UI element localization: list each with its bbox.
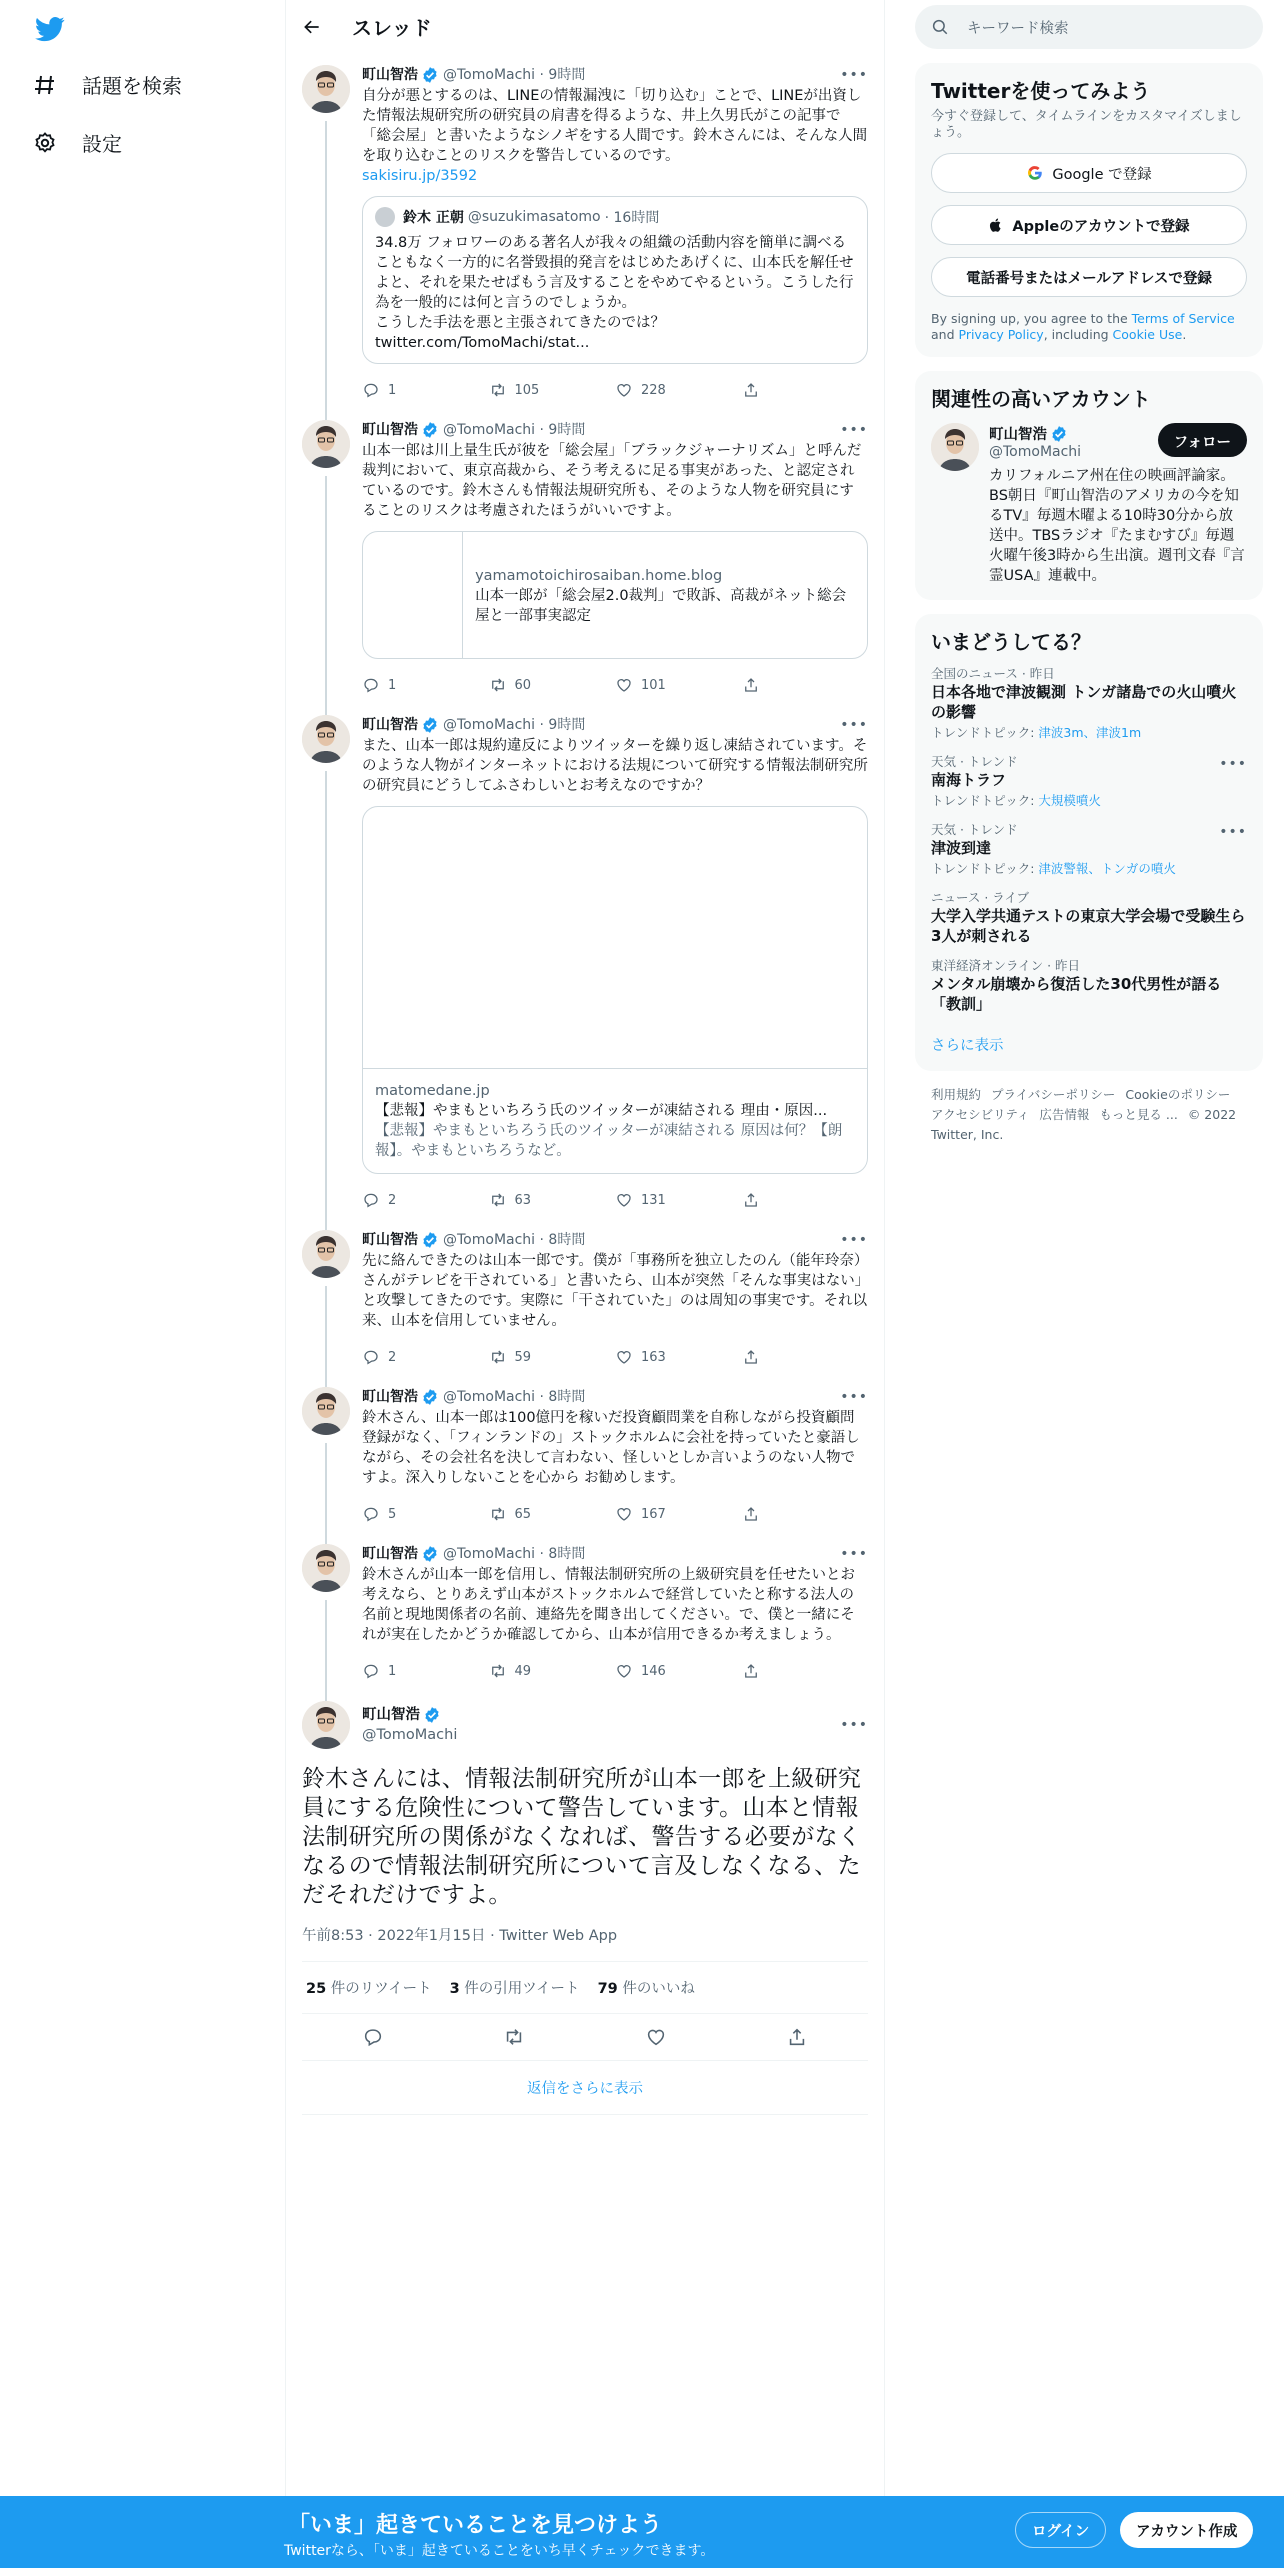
- quoted-time: · 16時間: [604, 210, 660, 226]
- verified-badge-icon: [421, 1388, 439, 1406]
- apple-signup-button[interactable]: Appleのアカウントで登録: [931, 205, 1247, 245]
- card-thumbnail: [363, 532, 463, 658]
- author-handle[interactable]: @TomoMachi: [443, 67, 536, 83]
- more-icon[interactable]: •••: [1219, 756, 1247, 772]
- avatar[interactable]: [931, 423, 979, 471]
- tweet-actions: [362, 1182, 868, 1218]
- tweet[interactable]: [286, 1532, 884, 1689]
- link-card[interactable]: [362, 806, 868, 1174]
- signup-panel: [915, 63, 1263, 357]
- card-title: 山本一郎が「総会屋2.0裁判」で敗訴、高裁がネット総会屋と一部事実認定: [475, 588, 847, 624]
- author-handle[interactable]: @TomoMachi: [443, 1389, 536, 1405]
- reply-button[interactable]: 5: [362, 1505, 489, 1523]
- google-icon: [1026, 164, 1044, 182]
- search-input[interactable]: [915, 5, 1263, 49]
- trend-item[interactable]: [931, 946, 1247, 1014]
- trend-category: 全国のニュース · 昨日: [931, 666, 1055, 681]
- reply-button[interactable]: 1: [362, 676, 489, 694]
- related-accounts-panel: [915, 371, 1263, 600]
- like-button[interactable]: 163: [615, 1348, 742, 1366]
- thread-line: [325, 476, 327, 715]
- trend-category: 東洋経済オンライン · 昨日: [931, 958, 1081, 973]
- author-handle[interactable]: @TomoMachi: [443, 1546, 536, 1562]
- like-button[interactable]: 228: [615, 381, 742, 399]
- retweet-count[interactable]: 25 件のリツイート: [306, 1981, 432, 1997]
- share-button[interactable]: [742, 1348, 869, 1366]
- quoted-author-name: 鈴木 正朝: [403, 210, 464, 226]
- verified-badge-icon: [421, 421, 439, 439]
- footer-link[interactable]: もっと見る ...: [1099, 1107, 1178, 1122]
- signup-fine-print: By signing up, you agree to the Terms of Service and Privacy Policy, including Cookie Use.: [931, 311, 1235, 342]
- tweet[interactable]: [286, 408, 884, 703]
- account-handle[interactable]: @TomoMachi: [989, 444, 1082, 460]
- like-button[interactable]: 167: [615, 1505, 742, 1523]
- share-icon: [742, 1662, 760, 1680]
- cookie-link[interactable]: Cookie Use: [1112, 327, 1183, 342]
- search-icon: [931, 18, 949, 36]
- share-icon: [742, 381, 760, 399]
- retweet-icon: [489, 1348, 507, 1366]
- author-name[interactable]: 町山智浩: [362, 67, 418, 83]
- like-icon: [615, 1662, 633, 1680]
- tweet-stats: [302, 1962, 868, 2014]
- twitter-logo-icon[interactable]: [32, 14, 68, 44]
- quoted-text: 34.8万 フォロワーのある著名人が我々の組織の活動内容を簡単に調べることもなく一方的に名誉毀損的発言をはじめたあげくに、山本氏を解任せよと、それを果たせばもう言及することをやめてやるという。こうした行為を一般的には何と言うのでしょうか。 こうした手法を悪と主張されてきたのでは？ twitter.com/TomoMachi/stat...: [375, 235, 854, 351]
- trend-category: ニュース · ライブ: [931, 890, 1030, 905]
- tweet-time[interactable]: · 8時間: [539, 1232, 586, 1248]
- retweet-icon: [489, 381, 507, 399]
- like-count[interactable]: 79 件のいいね: [597, 1981, 695, 1997]
- reply-icon: [362, 676, 380, 694]
- like-button[interactable]: 101: [615, 676, 742, 694]
- tweet[interactable]: [286, 1218, 884, 1375]
- verified-badge-icon: [423, 1706, 441, 1724]
- avatar: [375, 207, 395, 227]
- reply-icon: [362, 381, 380, 399]
- signup-button[interactable]: アカウント作成: [1120, 2512, 1253, 2548]
- avatar[interactable]: [302, 715, 350, 763]
- reply-icon[interactable]: [362, 2026, 384, 2048]
- show-more-replies-link[interactable]: 返信をさらに表示: [302, 2061, 868, 2115]
- nav-explore[interactable]: [32, 70, 182, 99]
- account-name[interactable]: 町山智浩: [989, 427, 1047, 443]
- like-icon: [615, 676, 633, 694]
- share-icon: [742, 676, 760, 694]
- verified-badge-icon: [421, 716, 439, 734]
- retweet-icon: [489, 1505, 507, 1523]
- tweet-text: 先に絡んできたのは山本一郎です。僕が「事務所を独立したのん（能年玲奈）さんがテレビを干されている」と書いたら、山本が突然「そんな事実はない」と攻撃してきたのです。実際に「干されていた」のは周知の事実です。それ以来、山本を信用していません。: [362, 1253, 868, 1329]
- tweet-time[interactable]: · 9時間: [539, 717, 586, 733]
- trend-item[interactable]: [931, 878, 1247, 946]
- trend-prefix: トレンドトピック:: [931, 725, 1039, 740]
- share-button[interactable]: [742, 676, 869, 694]
- share-icon: [742, 1348, 760, 1366]
- more-icon[interactable]: •••: [1219, 824, 1247, 840]
- trend-category: 天気 · トレンド: [931, 822, 1018, 837]
- quote-count[interactable]: 3 件の引用ツイート: [449, 1981, 580, 1997]
- share-button[interactable]: [742, 1505, 869, 1523]
- author-handle[interactable]: @TomoMachi: [443, 1232, 536, 1248]
- footer-link[interactable]: © 2022 Twitter, Inc.: [931, 1107, 1237, 1142]
- footer-links: [915, 1071, 1263, 1159]
- share-icon: [742, 1191, 760, 1209]
- author-name[interactable]: 町山智浩: [362, 1707, 420, 1723]
- reply-icon: [362, 1505, 380, 1523]
- trends-title: いまどうしてる？: [931, 630, 1091, 654]
- avatar[interactable]: [302, 1230, 350, 1278]
- retweet-button[interactable]: 60: [489, 676, 616, 694]
- footer-link[interactable]: Cookieのポリシー: [1125, 1087, 1231, 1102]
- show-more-trends-link[interactable]: さらに表示: [931, 1038, 1004, 1054]
- card-image: [363, 807, 867, 1069]
- reply-button[interactable]: 1: [362, 381, 489, 399]
- avatar[interactable]: [302, 1387, 350, 1435]
- more-icon[interactable]: •••: [840, 67, 868, 83]
- footer-link[interactable]: アクセシビリティ: [931, 1107, 1030, 1122]
- back-arrow-icon[interactable]: [302, 17, 322, 37]
- thread-line: [325, 1286, 327, 1387]
- more-icon[interactable]: •••: [840, 1389, 868, 1405]
- trend-topics-link[interactable]: 大規模噴火: [1038, 793, 1101, 808]
- reply-button[interactable]: 2: [362, 1348, 489, 1366]
- trends-panel: [915, 614, 1263, 1071]
- tweet-time[interactable]: · 8時間: [539, 1389, 586, 1405]
- like-icon: [615, 1348, 633, 1366]
- share-button[interactable]: [742, 381, 869, 399]
- tweet-actions: [362, 1653, 868, 1689]
- tweet-text: 自分が悪とするのは、LINEの情報漏洩に「切り込む」ことで、LINEが出資した情報法規研究所の研究員の肩書を得るような、井上久男氏がこの記事で「総会屋」と書いたようなシノギをする人間です。鈴木さんには、そんな人間を取り込むことのリスクを警告しているのです。: [362, 88, 868, 164]
- reply-button[interactable]: 1: [362, 1662, 489, 1680]
- reply-icon: [362, 1662, 380, 1680]
- trend-prefix: トレンドトピック:: [931, 861, 1039, 876]
- trend-item[interactable]: [931, 742, 1247, 810]
- trend-prefix: トレンドトピック:: [931, 793, 1039, 808]
- tweet-actions: [362, 667, 868, 703]
- terms-link[interactable]: Terms of Service: [1131, 311, 1235, 326]
- verified-badge-icon: [421, 66, 439, 84]
- tweet-actions: [362, 1496, 868, 1532]
- login-prompt-bar: [0, 2496, 1284, 2568]
- login-button[interactable]: ログイン: [1015, 2512, 1106, 2548]
- page-title: スレッド: [352, 16, 432, 40]
- trend-title: メンタル崩壊から復活した30代男性が語る「教訓」: [931, 975, 1222, 1013]
- like-button[interactable]: 131: [615, 1191, 742, 1209]
- card-title: 【悲報】やまもといちろう氏のツイッターが凍結される 理由・原因...: [375, 1103, 828, 1119]
- focused-tweet: [286, 1689, 884, 2115]
- tweet-text: 鈴木さん、山本一郎は100億円を稼いだ投資顧問業を自称しながら投資顧問登録がなく、「フィンランドの」ストックホルムに会社を持っていたと豪語しながら、その会社名を決して言わない、怪しいとしか言いようのない人物ですよ。深入りしないことを心から お勧めします。: [362, 1410, 860, 1486]
- more-icon[interactable]: •••: [840, 1717, 868, 1733]
- verified-badge-icon: [421, 1231, 439, 1249]
- trend-topics-link[interactable]: 津波3m、津波1m: [1038, 725, 1142, 740]
- left-nav: [0, 0, 285, 2500]
- author-name[interactable]: 町山智浩: [362, 717, 418, 733]
- author-handle[interactable]: @TomoMachi: [362, 1727, 458, 1743]
- verified-badge-icon: [421, 1545, 439, 1563]
- verified-badge-icon: [1050, 425, 1068, 443]
- tweet-text: 鈴木さんが山本一郎を信用し、情報法制研究所の上級研究員を任せたいとお考えなら、とりあえず山本がストックホルムで経営していたと称する法人の名前と現地関係者の名前、連絡先を聞き出してください。で、僕と一緒にそれが実在したかどうか確認してから、山本が信用できるか考えましょう。: [362, 1567, 855, 1643]
- tweet-time[interactable]: · 9時間: [539, 422, 586, 438]
- thread-line: [325, 771, 327, 1230]
- signup-subtitle: 今すぐ登録して、タイムラインをカスタマイズしましょう。: [931, 109, 1242, 140]
- phone-email-signup-button[interactable]: 電話番号またはメールアドレスで登録: [931, 257, 1247, 297]
- thread-line: [325, 121, 327, 420]
- more-icon[interactable]: •••: [840, 1546, 868, 1562]
- trend-category: 天気 · トレンド: [931, 754, 1018, 769]
- retweet-button[interactable]: 65: [489, 1505, 616, 1523]
- tweet-actions: [362, 1339, 868, 1375]
- tweet-text: また、山本一郎は規約違反によりツイッターを繰り返し凍結されています。そのような人物がインターネットにおける法規について研究する情報法制研究所の研究員にどうしてふさわしいとお考えなのですか？: [362, 738, 868, 794]
- apple-icon: [988, 216, 1004, 234]
- author-name[interactable]: 町山智浩: [362, 1389, 418, 1405]
- tweet-meta[interactable]: 午前8:53 · 2022年1月15日 · Twitter Web App: [302, 1924, 868, 1962]
- nav-settings[interactable]: [32, 128, 122, 157]
- signup-title: Twitterを使ってみよう: [931, 79, 1151, 103]
- like-icon: [615, 1505, 633, 1523]
- thread-header: [286, 0, 884, 53]
- card-description: 【悲報】やまもといちろう氏のツイッターが凍結される 原因は何？【朗報】。やまもといちろうなど。: [375, 1123, 843, 1159]
- retweet-button[interactable]: 63: [489, 1191, 616, 1209]
- trend-item[interactable]: [931, 810, 1247, 878]
- author-name[interactable]: 町山智浩: [362, 1546, 418, 1562]
- tweet[interactable]: [286, 53, 884, 408]
- thread-line: [325, 1600, 327, 1701]
- retweet-icon: [489, 676, 507, 694]
- tweet[interactable]: [286, 1375, 884, 1532]
- nav-explore-label: 話題を検索: [82, 74, 182, 98]
- tweet-time[interactable]: · 9時間: [539, 67, 586, 83]
- more-icon[interactable]: •••: [840, 1232, 868, 1248]
- privacy-link[interactable]: Privacy Policy: [958, 327, 1044, 342]
- tweet[interactable]: [286, 703, 884, 1218]
- tweet-text: 鈴木さんには、情報法制研究所が山本一郎を上級研究員にする危険性について警告しています。山本と情報法制研究所の関係がなくなれば、警告する必要がなくなるので情報法制研究所について言及しなくなる、ただそれだけですよ。: [302, 1766, 862, 1908]
- avatar[interactable]: [302, 1544, 350, 1592]
- trend-item[interactable]: [931, 654, 1247, 742]
- right-sidebar: [915, 0, 1263, 1159]
- hashtag-icon: [32, 72, 58, 98]
- author-handle[interactable]: @TomoMachi: [443, 422, 536, 438]
- main-column: [285, 0, 885, 2500]
- like-icon: [615, 381, 633, 399]
- related-title: 関連性の高いアカウント: [931, 387, 1151, 411]
- tweet-text: 山本一郎は川上量生氏が彼を「総会屋」「ブラックジャーナリズム」と呼んだ裁判において、東京高裁から、そう考えるに足る事実があった、と認定されているのです。鈴木さんも情報法規研究所も、そのような人物を研究員にすることのリスクは考慮されたほうがいいですよ。: [362, 443, 862, 519]
- author-handle[interactable]: @TomoMachi: [443, 717, 536, 733]
- trend-title: 津波到達: [931, 839, 992, 857]
- thread-line: [325, 1443, 327, 1544]
- avatar[interactable]: [302, 420, 350, 468]
- trend-title: 大学入学共通テストの東京大学会場で受験生ら3人が刺される: [931, 907, 1246, 945]
- share-button[interactable]: [742, 1191, 869, 1209]
- trend-topics-link[interactable]: 津波警報、トンガの噴火: [1038, 861, 1176, 876]
- share-button[interactable]: [742, 1662, 869, 1680]
- retweet-button[interactable]: 105: [489, 381, 616, 399]
- share-icon: [742, 1505, 760, 1523]
- nav-settings-label: 設定: [82, 132, 122, 156]
- like-icon[interactable]: [645, 2026, 667, 2048]
- tweet-link[interactable]: sakisiru.jp/3592: [362, 168, 478, 184]
- gear-icon: [32, 130, 58, 156]
- retweet-button[interactable]: 59: [489, 1348, 616, 1366]
- author-name[interactable]: 町山智浩: [362, 422, 418, 438]
- author-name[interactable]: 町山智浩: [362, 1232, 418, 1248]
- share-icon[interactable]: [786, 2026, 808, 2048]
- related-account[interactable]: [931, 423, 1247, 586]
- like-icon: [615, 1191, 633, 1209]
- more-icon[interactable]: •••: [840, 422, 868, 438]
- search-placeholder: キーワード検索: [967, 20, 1069, 37]
- like-button[interactable]: 146: [615, 1662, 742, 1680]
- footer-link[interactable]: 広告情報: [1039, 1107, 1090, 1122]
- link-card[interactable]: [362, 531, 868, 659]
- footer-link[interactable]: プライバシーポリシー: [991, 1087, 1116, 1102]
- tweet-time[interactable]: · 8時間: [539, 1546, 586, 1562]
- quoted-tweet[interactable]: [362, 196, 868, 364]
- retweet-button[interactable]: 49: [489, 1662, 616, 1680]
- card-domain: matomedane.jp: [375, 1083, 490, 1099]
- follow-button[interactable]: フォロー: [1158, 423, 1247, 457]
- google-signup-button[interactable]: Google で登録: [931, 153, 1247, 193]
- account-bio: カリフォルニア州在住の映画評論家。BS朝日『町山智浩のアメリカの今を知るTV』毎週木曜よる10時30分から放送中。TBSラジオ『たまむすび』毎週火曜午後3時から生出演。週刊文春『言霊USA』連載中。: [989, 468, 1245, 584]
- reply-button[interactable]: 2: [362, 1191, 489, 1209]
- card-domain: yamamotoichirosaiban.home.blog: [475, 568, 723, 584]
- reply-icon: [362, 1348, 380, 1366]
- more-icon[interactable]: •••: [840, 717, 868, 733]
- focus-actions: [302, 2014, 868, 2061]
- avatar[interactable]: [302, 65, 350, 113]
- reply-icon: [362, 1191, 380, 1209]
- trend-title: 日本各地で津波観測 トンガ諸島での火山噴火の影響: [931, 683, 1237, 721]
- bottom-title: 「いま」起きていることを見つけよう: [288, 2513, 663, 2538]
- tweet-list: [286, 53, 884, 1689]
- retweet-icon[interactable]: [503, 2026, 525, 2048]
- avatar[interactable]: [302, 1701, 350, 1749]
- footer-link[interactable]: 利用規約: [931, 1087, 982, 1102]
- bottom-subtitle: Twitterなら、「いま」起きていることをいち早くチェックできます。: [284, 2543, 715, 2559]
- tweet-actions: [362, 372, 868, 408]
- quoted-author-handle: @suzukimasatomo: [467, 209, 601, 225]
- retweet-icon: [489, 1662, 507, 1680]
- retweet-icon: [489, 1191, 507, 1209]
- trend-title: 南海トラフ: [931, 771, 1007, 789]
